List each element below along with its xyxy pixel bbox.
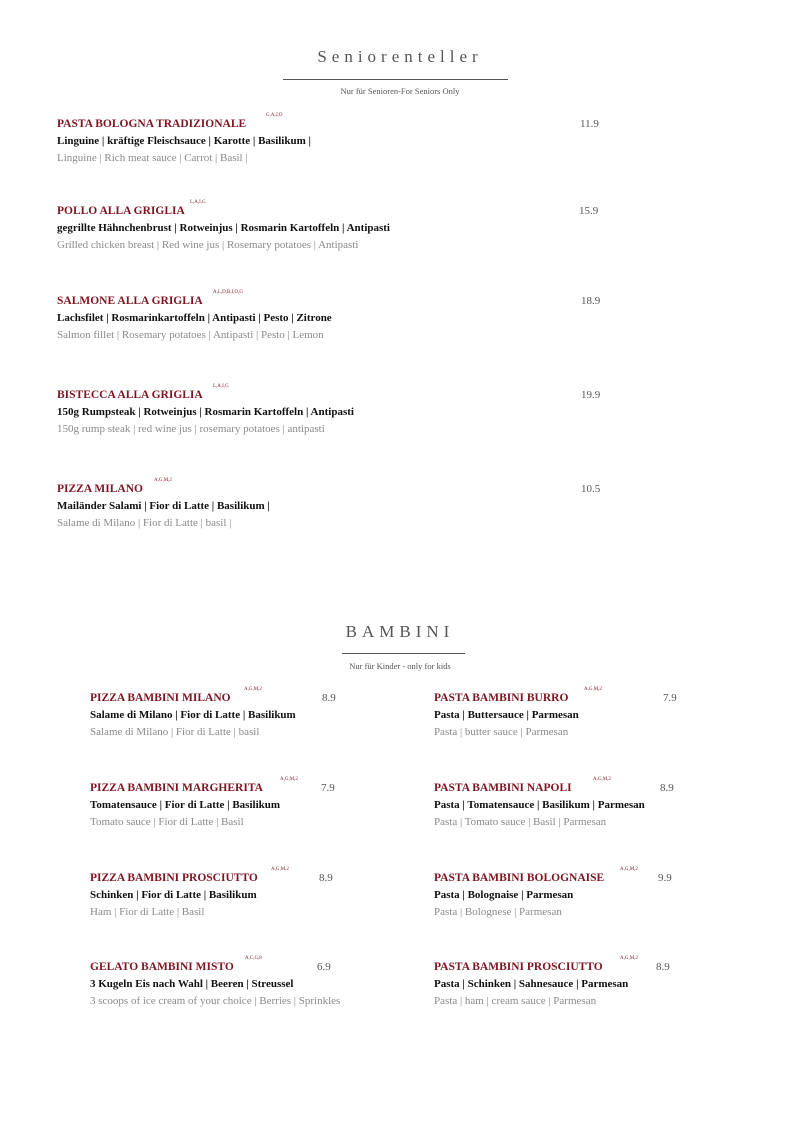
dish-description-en: Linguine | Rich meat sauce | Carrot | Basil | [57, 152, 248, 164]
dish-name: PIZZA BAMBINI MILANO [90, 692, 231, 704]
bambini-section-subtitle: Nur für Kinder - only for kids [349, 661, 451, 671]
dish-description-en: 3 scoops of ice cream of your choice | Berries | Sprinkles [90, 995, 341, 1007]
senior-menu-item [57, 290, 617, 345]
senior-menu-item [57, 113, 617, 168]
dish-description-de: Tomatensauce | Fior di Latte | Basilikum [90, 799, 281, 811]
dish-description-en: Pasta | Bolognese | Parmesan [434, 906, 562, 918]
senior-menu-item [57, 478, 617, 533]
dish-description-de: Linguine | kräftige Fleischsauce | Karotte | Basilikum | [57, 135, 311, 147]
kids-menu-item [434, 777, 694, 832]
senior-menu-item [57, 200, 617, 255]
senior-menu-item [57, 384, 617, 439]
kids-menu-item [90, 956, 390, 1011]
dish-description-en: Pasta | Tomato sauce | Basil | Parmesan [434, 816, 607, 828]
dish-description-de: Lachsfilet | Rosmarinkartoffeln | Antipasti | Pesto | Zitrone [57, 312, 332, 324]
dish-name: GELATO BAMBINI MISTO [90, 961, 234, 973]
kids-menu-item [434, 956, 694, 1011]
dish-description-de: Salame di Milano | Fior di Latte | Basilikum [90, 709, 296, 721]
dish-description-de: Schinken | Fior di Latte | Basilikum [90, 889, 257, 901]
kids-menu-item [90, 687, 390, 742]
dish-description-en: Pasta | butter sauce | Parmesan [434, 726, 569, 738]
allergen-codes: A,C,G,8 [245, 956, 262, 961]
dish-description-en: Ham | Fior di Latte | Basil [90, 906, 205, 918]
dish-name: PIZZA MILANO [57, 483, 143, 495]
dish-price: 18.9 [581, 295, 601, 307]
dish-price: 7.9 [321, 782, 335, 794]
dish-price: 10.5 [581, 483, 601, 495]
kids-menu-item [434, 687, 694, 742]
allergen-codes: A,G,M,2 [280, 777, 298, 782]
dish-price: 11.9 [580, 118, 599, 130]
dish-description-en: Salmon fillet | Rosemary potatoes | Antipasti | Pesto | Lemon [57, 329, 324, 341]
dish-description-en: Salame di Milano | Fior di Latte | basil [90, 726, 260, 738]
allergen-codes: G,A,J,O [266, 113, 283, 118]
kids-menu-item [90, 867, 390, 922]
dish-description-de: gegrillte Hähnchenbrust | Rotweinjus | Rosmarin Kartoffeln | Antipasti [57, 222, 390, 234]
kids-menu-item [90, 777, 390, 832]
senior-title-divider [283, 79, 508, 80]
dish-price: 15.9 [579, 205, 599, 217]
allergen-codes: A,G,M,2 [620, 956, 638, 961]
dish-description-en: Tomato sauce | Fior di Latte | Basil [90, 816, 244, 828]
allergen-codes: A,G,M,2 [271, 867, 289, 872]
dish-price: 19.9 [581, 389, 601, 401]
senior-section-title: Seniorenteller [317, 47, 483, 66]
dish-price: 6.9 [317, 961, 331, 973]
dish-name: PASTA BAMBINI BOLOGNAISE [434, 872, 605, 884]
allergen-codes: A,L,D,B,I,O,G [213, 290, 243, 295]
allergen-codes: A,G,M,2 [620, 867, 638, 872]
dish-price: 8.9 [319, 872, 333, 884]
kids-menu-item [434, 867, 694, 922]
dish-name: PIZZA BAMBINI MARGHERITA [90, 782, 263, 794]
dish-name: PASTA BAMBINI NAPOLI [434, 782, 572, 794]
bambini-title-divider [342, 653, 465, 654]
dish-price: 8.9 [660, 782, 674, 794]
dish-description-de: Pasta | Buttersauce | Parmesan [434, 709, 579, 721]
dish-description-en: Grilled chicken breast | Red wine jus | Rosemary potatoes | Antipasti [57, 239, 359, 251]
allergen-codes: L,A,I,G [190, 200, 206, 205]
dish-description-en: Salame di Milano | Fior di Latte | basil | [57, 517, 232, 529]
dish-description-en: 150g rump steak | red wine jus | rosemary potatoes | antipasti [57, 423, 325, 435]
allergen-codes: L,A,I,G [213, 384, 229, 389]
dish-description-en: Pasta | ham | cream sauce | Parmesan [434, 995, 597, 1007]
dish-name: PASTA BAMBINI BURRO [434, 692, 569, 704]
dish-description-de: Mailänder Salami | Fior di Latte | Basilikum | [57, 500, 270, 512]
dish-name: POLLO ALLA GRIGLIA [57, 205, 185, 217]
dish-description-de: 3 Kugeln Eis nach Wahl | Beeren | Streussel [90, 978, 294, 990]
dish-name: SALMONE ALLA GRIGLIA [57, 295, 203, 307]
dish-name: PIZZA BAMBINI PROSCIUTTO [90, 872, 258, 884]
dish-description-de: Pasta | Bolognaise | Parmesan [434, 889, 574, 901]
bambini-section-title: BAMBINI [345, 622, 455, 641]
dish-description-de: 150g Rumpsteak | Rotweinjus | Rosmarin Kartoffeln | Antipasti [57, 406, 354, 418]
dish-name: PASTA BAMBINI PROSCIUTTO [434, 961, 603, 973]
allergen-codes: A,G,M,2 [244, 687, 262, 692]
dish-description-de: Pasta | Schinken | Sahnesauce | Parmesan [434, 978, 629, 990]
dish-price: 9.9 [658, 872, 672, 884]
dish-price: 7.9 [663, 692, 677, 704]
dish-name: BISTECCA ALLA GRIGLIA [57, 389, 203, 401]
senior-section-subtitle: Nur für Senioren-For Seniors Only [340, 86, 460, 96]
dish-price: 8.9 [322, 692, 336, 704]
dish-description-de: Pasta | Tomatensauce | Basilikum | Parmesan [434, 799, 645, 811]
allergen-codes: A,G,M,2 [154, 478, 172, 483]
allergen-codes: A,G,M,2 [593, 777, 611, 782]
allergen-codes: A,G,M,2 [584, 687, 602, 692]
dish-name: PASTA BOLOGNA TRADIZIONALE [57, 118, 247, 130]
dish-price: 8.9 [656, 961, 670, 973]
